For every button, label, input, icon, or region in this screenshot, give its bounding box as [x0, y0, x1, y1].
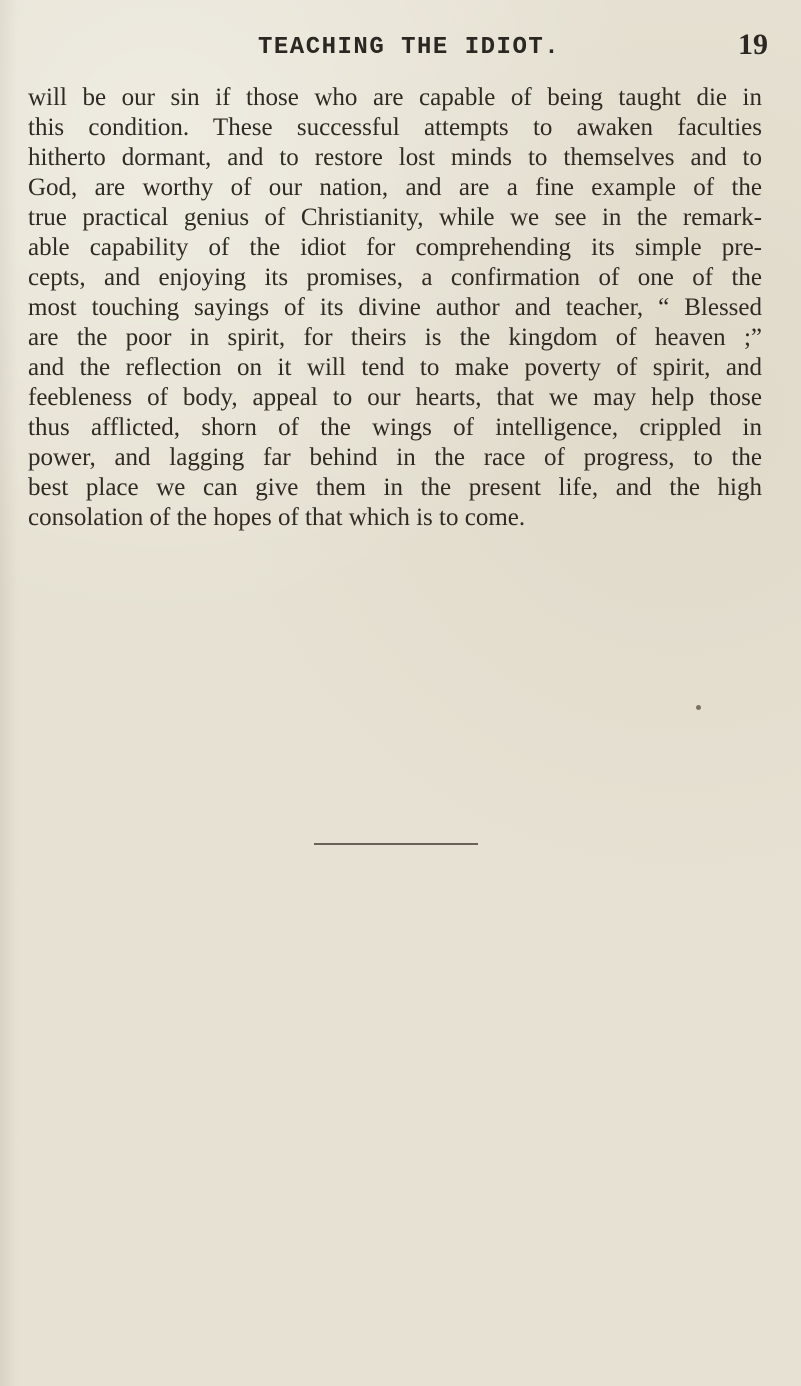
text-line: power, and lagging far behind in the race of progress, to the	[28, 444, 762, 471]
text-line: able capability of the idiot for comprehending its simple pre-	[28, 234, 762, 261]
text-line: feebleness of body, appeal to our hearts, that we may help those	[28, 384, 762, 411]
running-head	[0, 28, 801, 64]
page-number: 19	[738, 28, 768, 61]
text-line: hitherto dormant, and to restore lost minds to themselves and to	[28, 144, 762, 171]
text-line: thus afflicted, shorn of the wings of intelligence, crippled in	[28, 414, 762, 441]
text-line: will be our sin if those who are capable of being taught die in	[28, 84, 762, 111]
text-line-last: consolation of the hopes of that which is to come.	[28, 504, 526, 531]
ink-speck	[696, 705, 701, 710]
body-paragraph	[28, 83, 762, 533]
section-divider-rule	[314, 843, 478, 845]
text-line: this condition. These successful attempts to awaken faculties	[28, 114, 762, 141]
text-line: true practical genius of Christianity, while we see in the remark-	[28, 204, 762, 231]
text-line: are the poor in spirit, for theirs is the kingdom of heaven ;”	[28, 324, 762, 351]
text-line: and the reflection on it will tend to make poverty of spirit, and	[28, 354, 762, 381]
text-line: best place we can give them in the present life, and the high	[28, 474, 762, 501]
text-line: most touching sayings of its divine author and teacher, “ Blessed	[28, 294, 762, 321]
text-line: cepts, and enjoying its promises, a confirmation of one of the	[28, 264, 762, 291]
text-line: God, are worthy of our nation, and are a fine example of the	[28, 174, 762, 201]
running-title: TEACHING THE IDIOT.	[258, 34, 561, 61]
